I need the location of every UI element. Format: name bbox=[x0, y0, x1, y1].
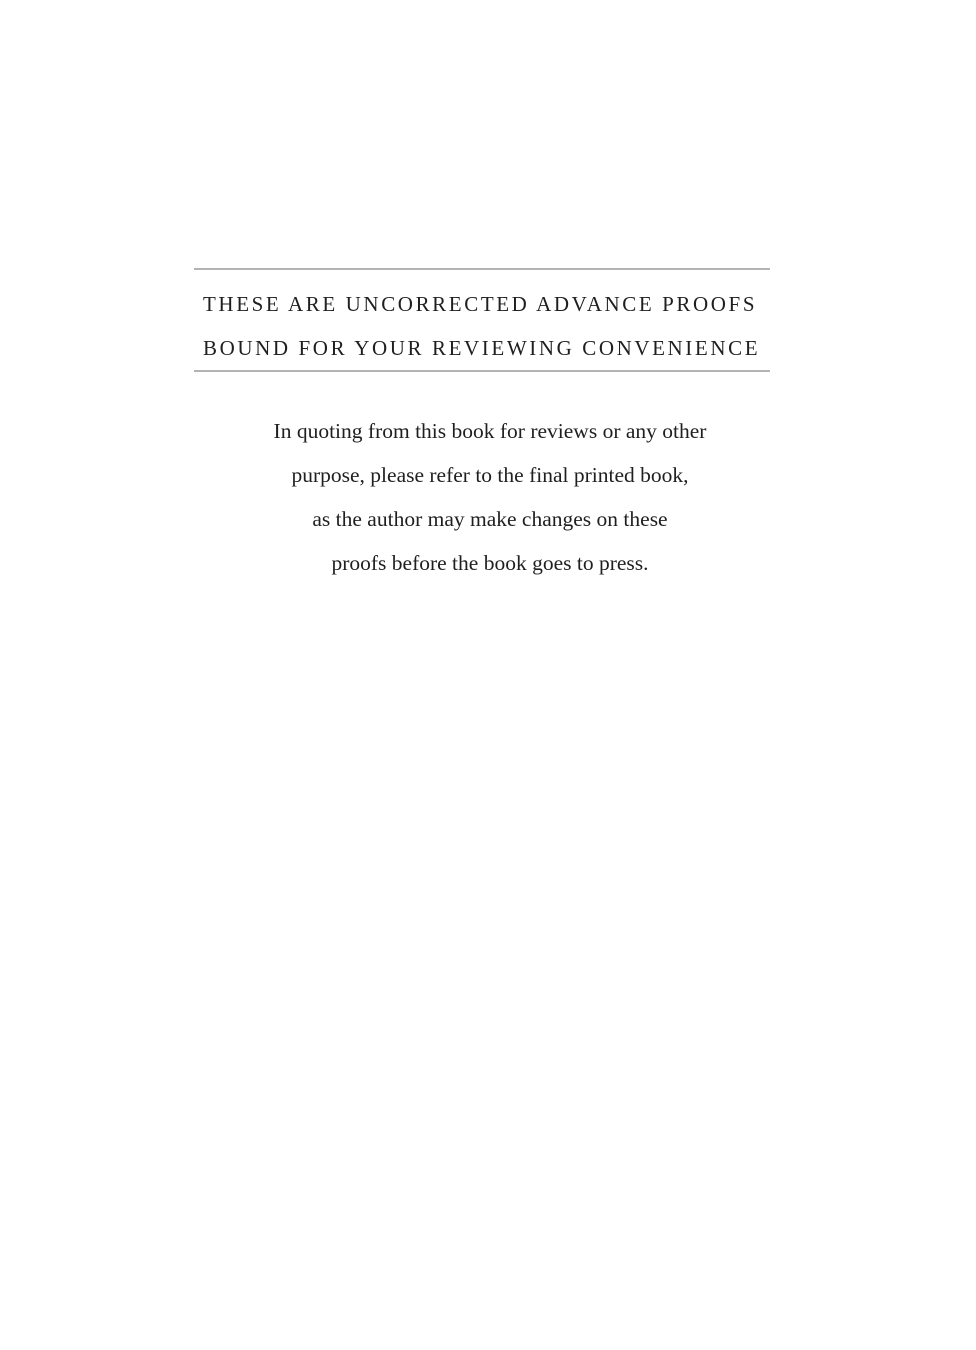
bottom-rule bbox=[194, 370, 770, 372]
disclaimer-line-2: purpose, please refer to the final printed book, bbox=[291, 463, 689, 487]
quoting-disclaimer bbox=[180, 409, 800, 585]
disclaimer-line-1: In quoting from this book for reviews or any other bbox=[273, 419, 707, 443]
disclaimer-line-3: as the author may make changes on these bbox=[312, 507, 668, 531]
top-rule bbox=[194, 268, 770, 270]
notice-line-2: BOUND FOR YOUR REVIEWING CONVENIENCE bbox=[203, 336, 761, 360]
disclaimer-line-4: proofs before the book goes to press. bbox=[331, 551, 649, 575]
advance-proofs-notice bbox=[194, 282, 782, 370]
notice-line-1: THESE ARE UNCORRECTED ADVANCE PROOFS bbox=[203, 292, 758, 316]
